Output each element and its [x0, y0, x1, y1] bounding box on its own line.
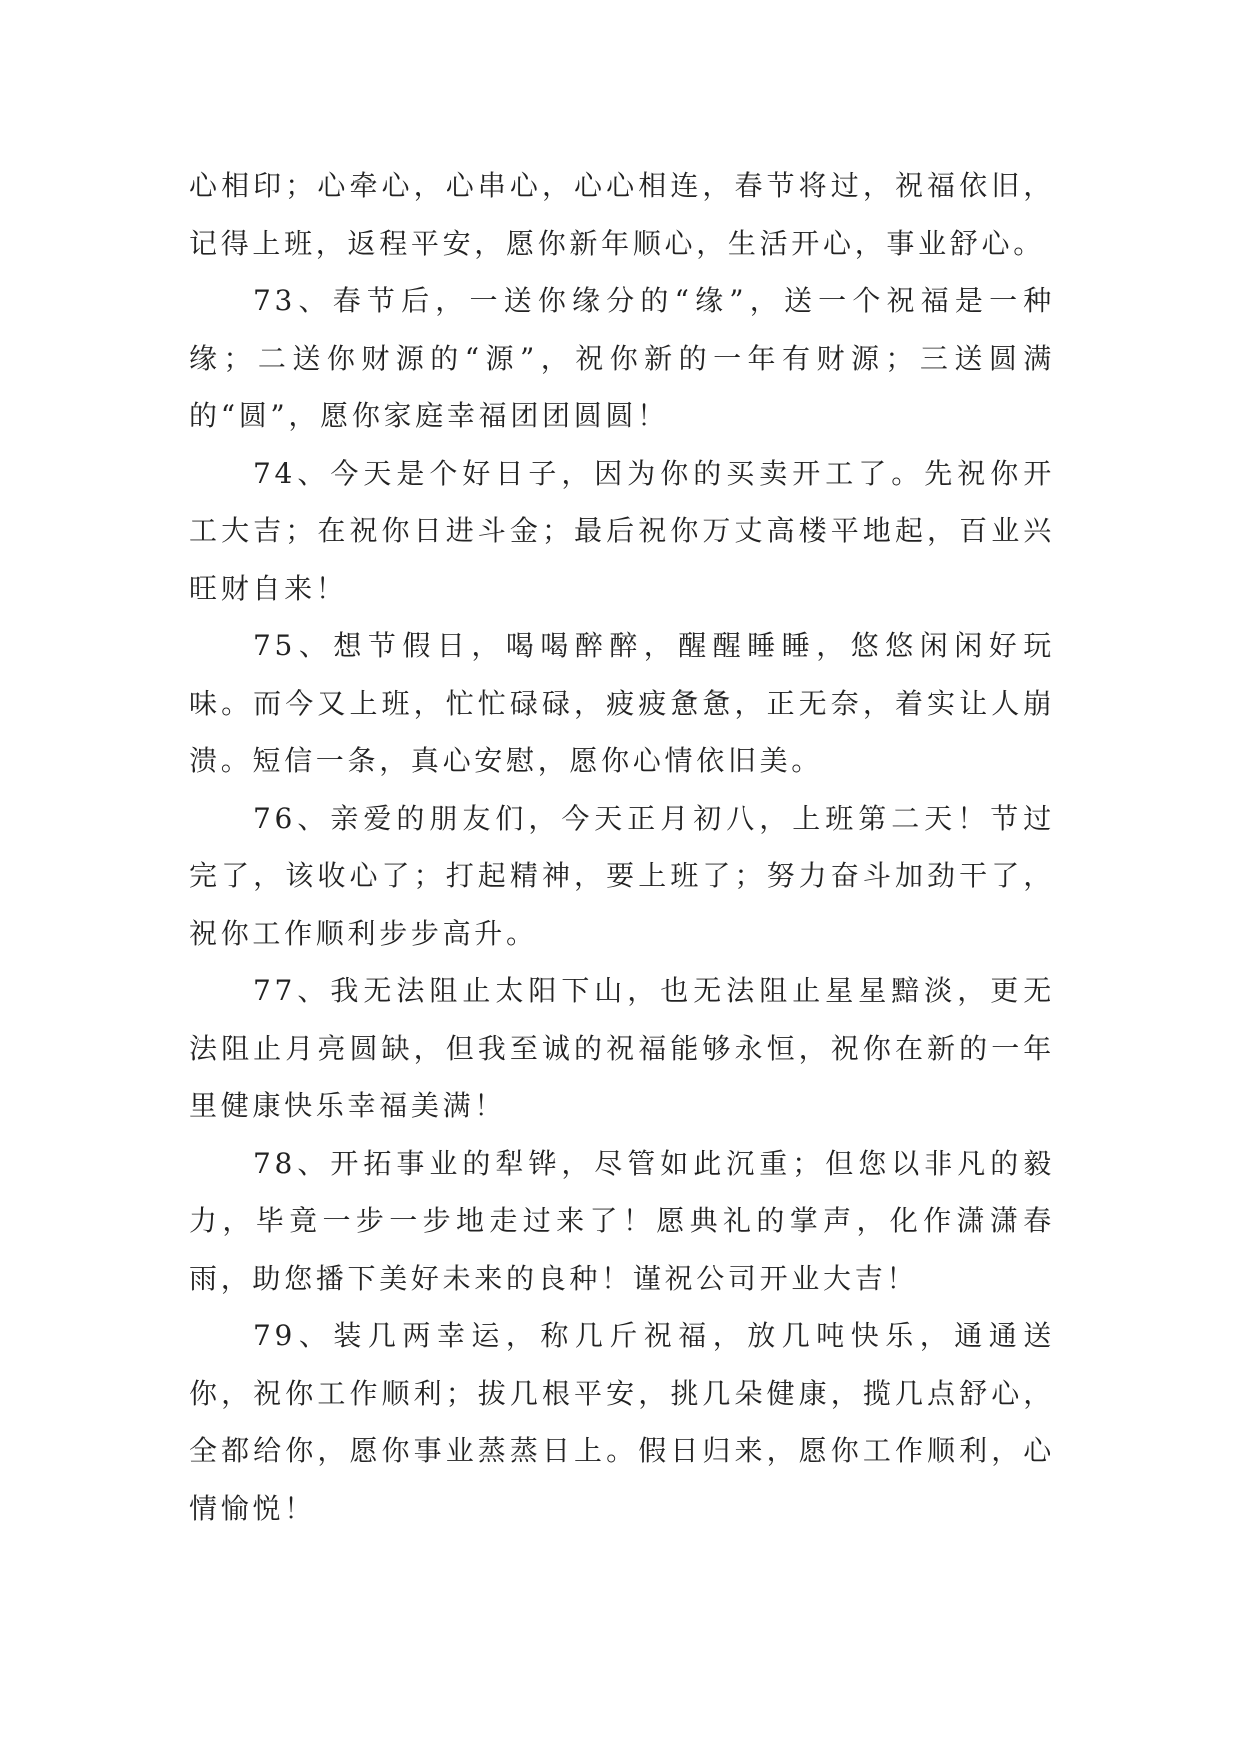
paragraph-74: 74、今天是个好日子，因为你的买卖开工了。先祝你开工大吉；在祝你日进斗金；最后祝你万丈高楼平地起，百业兴旺财自来！	[189, 456, 1055, 605]
paragraph-78: 78、开拓事业的犁铧，尽管如此沉重；但您以非凡的毅力，毕竟一步一步地走过来了！愿典礼的掌声，化作潇潇春雨，助您播下美好未来的良种！谨祝公司开业大吉！	[189, 1146, 1055, 1295]
paragraph-75: 75、想节假日，喝喝醉醉，醒醒睡睡，悠悠闲闲好玩味。而今又上班，忙忙碌碌，疲疲惫惫，正无奈，着实让人崩溃。短信一条，真心安慰，愿你心情依旧美。	[189, 629, 1055, 777]
paragraph-77: 77、我无法阻止太阳下山，也无法阻止星星黯淡，更无法阻止月亮圆缺，但我至诚的祝福能够永恒，祝你在新的一年里健康快乐幸福美满！	[189, 974, 1055, 1122]
document-body	[189, 157, 1055, 1537]
paragraph-76: 76、亲爱的朋友们，今天正月初八，上班第二天！节过完了，该收心了；打起精神，要上班了；努力奋斗加劲干了，祝你工作顺利步步高升。	[189, 801, 1055, 950]
paragraph-73: 73、春节后，一送你缘分的“缘”，送一个祝福是一种缘；二送你财源的“源”，祝你新的一年有财源；三送圆满的“圆”，愿你家庭幸福团团圆圆！	[189, 284, 1055, 432]
paragraph-72-continuation: 心相印；心牵心，心串心，心心相连，春节将过，祝福依旧，记得上班，返程平安，愿你新年顺心，生活开心，事业舒心。	[189, 169, 1055, 260]
paragraph-79: 79、装几两幸运，称几斤祝福，放几吨快乐，通通送你，祝你工作顺利；拔几根平安，挑几朵健康，揽几点舒心，全都给你，愿你事业蒸蒸日上。假日归来，愿你工作顺利，心情愉悦！	[189, 1319, 1055, 1525]
